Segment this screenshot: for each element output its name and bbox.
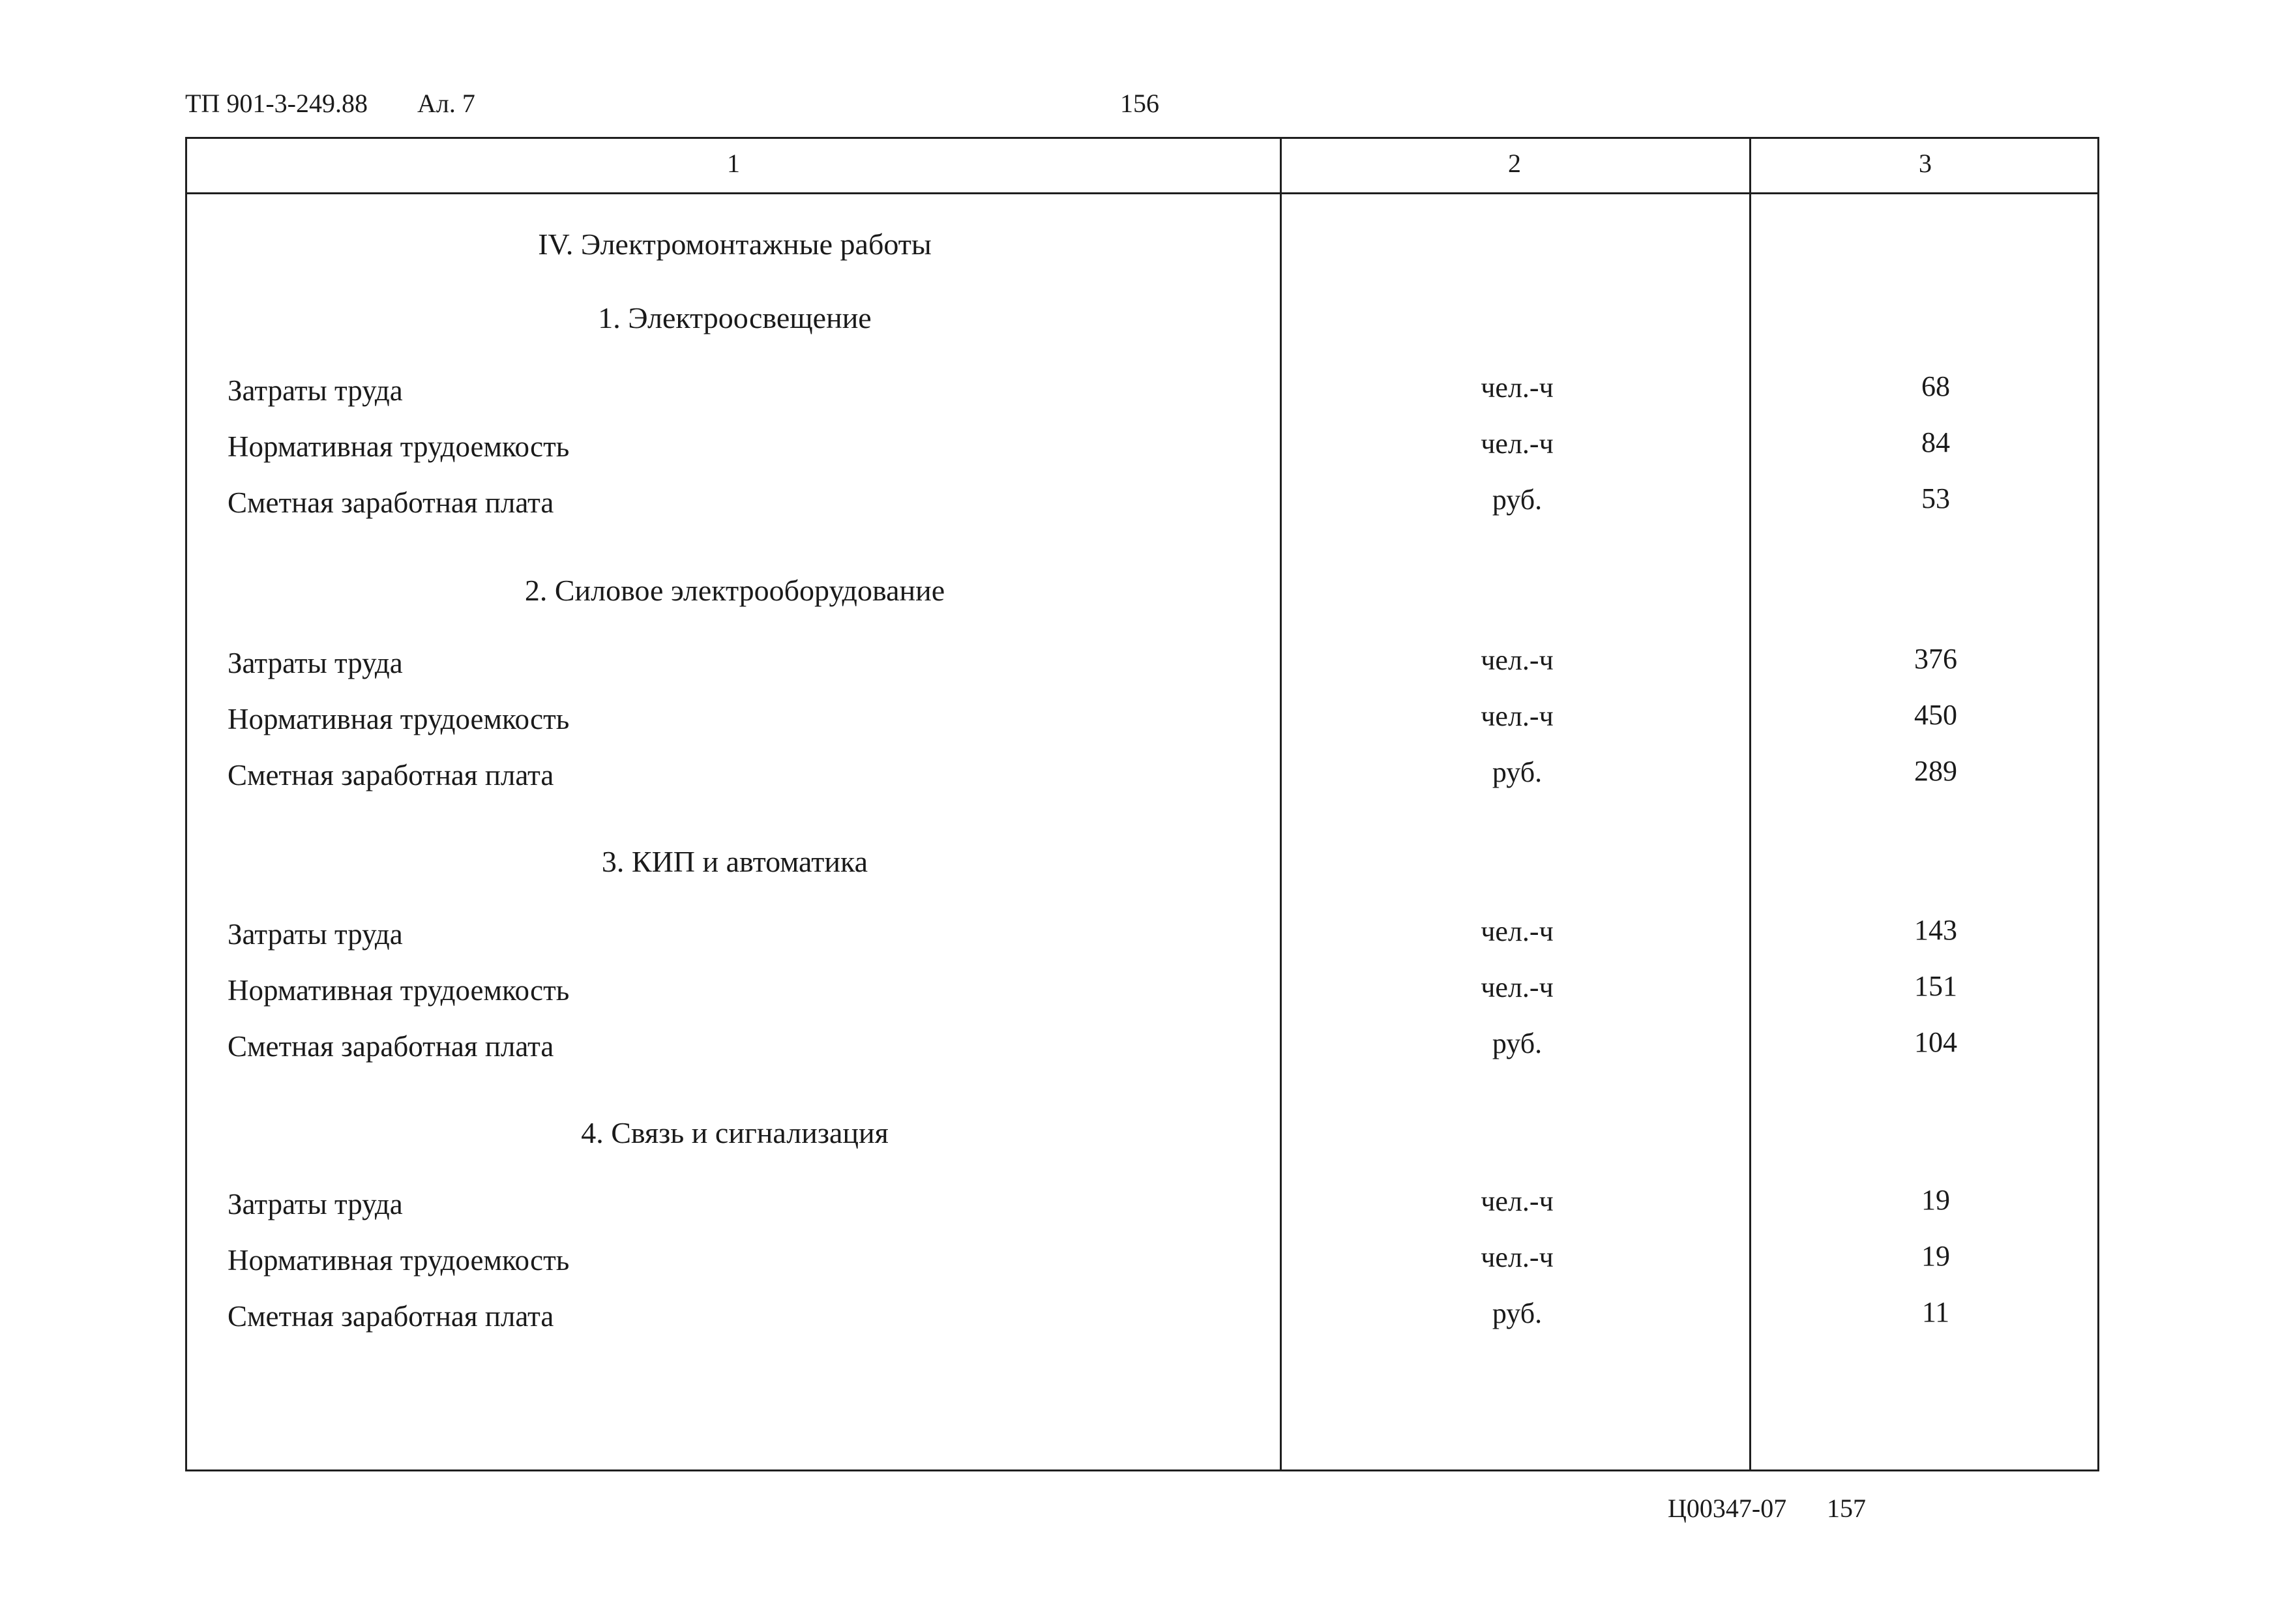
section-title: 3. КИП и автоматика <box>601 845 868 878</box>
row-unit: руб. <box>1492 1297 1543 1329</box>
row-label: Нормативная трудоемкость <box>228 974 570 1007</box>
row-label: Сметная заработная плата <box>228 759 554 791</box>
section-title: 4. Связь и сигнализация <box>581 1116 889 1149</box>
row-value: 84 <box>1921 426 1950 458</box>
row-value: 376 <box>1914 643 1957 675</box>
column-number-3: 3 <box>1919 149 1932 178</box>
row-unit: руб. <box>1492 1027 1543 1059</box>
row-value: 151 <box>1914 970 1957 1002</box>
album-number: Ал. 7 <box>417 89 475 118</box>
row-unit: чел.-ч <box>1481 372 1554 404</box>
row-value: 53 <box>1921 482 1950 514</box>
footer-page-number: 157 <box>1827 1494 1866 1523</box>
row-value: 19 <box>1921 1184 1950 1216</box>
row-unit: чел.-ч <box>1481 971 1554 1003</box>
row-value: 143 <box>1914 914 1957 946</box>
row-label: Нормативная трудоемкость <box>228 703 570 735</box>
row-unit: чел.-ч <box>1481 644 1554 676</box>
row-unit: чел.-ч <box>1481 1241 1554 1273</box>
row-label: Сметная заработная плата <box>228 486 554 519</box>
document-code: ТП 901-3-249.88 <box>185 89 368 118</box>
section-title: 2. Силовое электрооборудование <box>524 574 945 607</box>
row-unit: чел.-ч <box>1481 428 1554 460</box>
main-title: IV. Электромонтажные работы <box>538 228 932 261</box>
row-label: Сметная заработная плата <box>228 1300 554 1333</box>
row-label: Нормативная трудоемкость <box>228 1244 570 1277</box>
row-value: 19 <box>1921 1240 1950 1272</box>
row-unit: чел.-ч <box>1481 700 1554 732</box>
estimate-table <box>185 137 2099 1471</box>
row-unit: руб. <box>1492 484 1543 516</box>
header-row-divider <box>187 192 2097 194</box>
row-unit: чел.-ч <box>1481 915 1554 947</box>
column-divider-2 <box>1749 139 1751 1469</box>
page-number: 156 <box>1120 89 1159 118</box>
column-number-1: 1 <box>727 149 740 178</box>
row-label: Затраты труда <box>228 374 403 407</box>
row-label: Затраты труда <box>228 647 403 679</box>
section-title: 1. Электроосвещение <box>598 301 872 334</box>
footer-code: Ц00347-07 <box>1668 1494 1787 1523</box>
column-number-2: 2 <box>1508 149 1521 178</box>
row-value: 68 <box>1921 370 1950 402</box>
column-divider-1 <box>1280 139 1282 1469</box>
row-label: Затраты труда <box>228 918 403 951</box>
row-value: 11 <box>1921 1296 1950 1328</box>
row-value: 104 <box>1914 1026 1957 1058</box>
row-label: Сметная заработная плата <box>228 1030 554 1063</box>
row-value: 289 <box>1914 755 1957 787</box>
row-unit: руб. <box>1492 756 1543 788</box>
row-label: Нормативная трудоемкость <box>228 430 570 463</box>
row-value: 450 <box>1914 699 1957 731</box>
row-unit: чел.-ч <box>1481 1185 1554 1217</box>
row-label: Затраты труда <box>228 1188 403 1220</box>
